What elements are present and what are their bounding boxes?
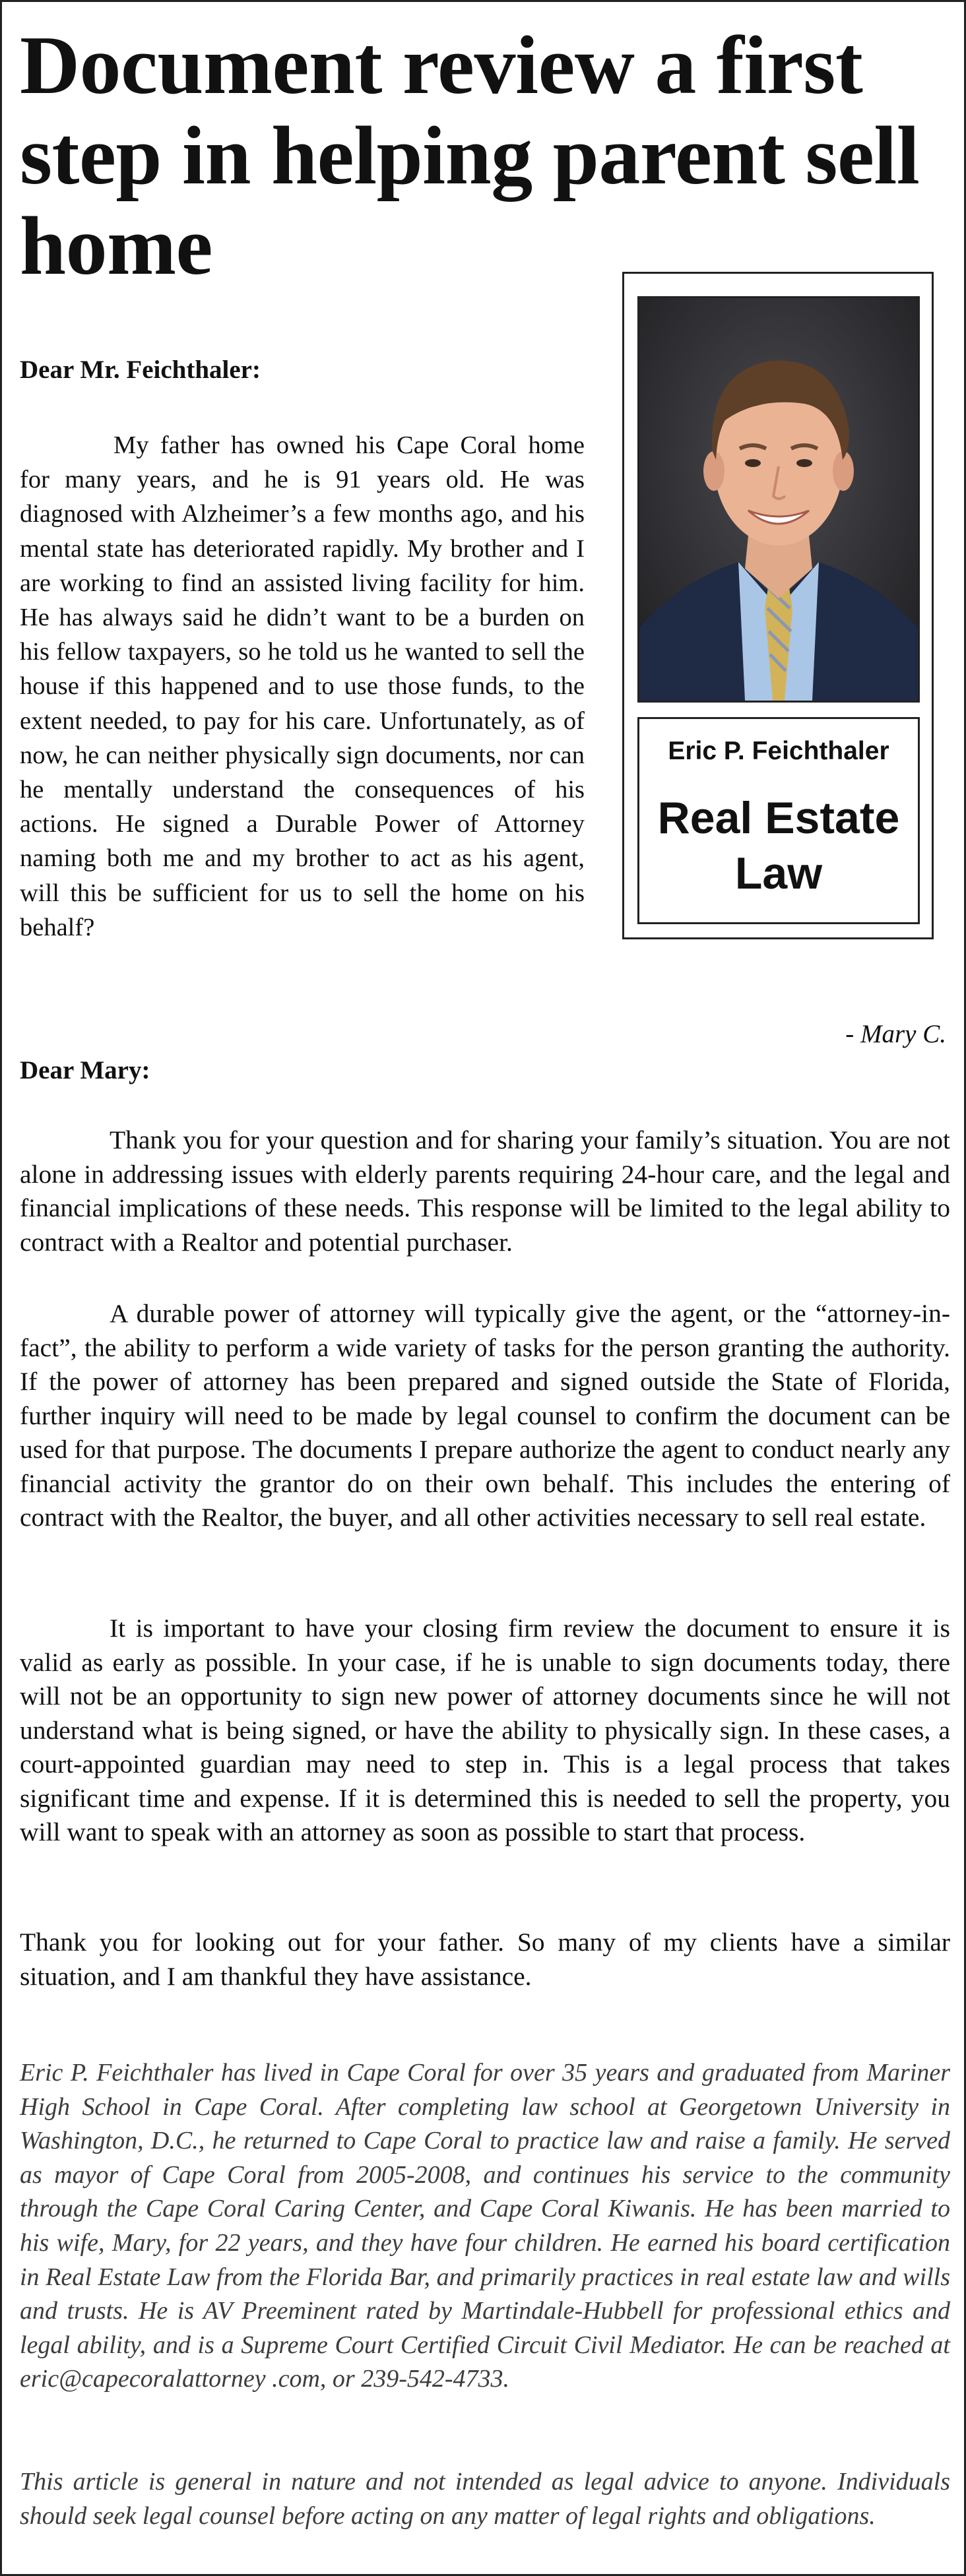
reply-paragraph-1: Thank you for your question and for sharing your family’s situation. You are not alone in addressing issues with elderly parents requiring 24-hour care, and the legal and financial implications of these needs. This response will be limited to the legal ability to contract with a Realtor and potential purchaser. <box>20 1125 950 1257</box>
author-profile-box <box>622 272 934 939</box>
portrait-image <box>639 298 918 701</box>
letter-signoff: - Mary C. <box>845 1020 946 1048</box>
author-photo <box>637 296 920 703</box>
letter-greeting: Dear Mr. Feichthaler: <box>20 356 261 384</box>
practice-area-line-2: Law <box>734 848 823 898</box>
legal-disclaimer: This article is general in nature and not intended as legal advice to anyone. Individuals should seek legal counsel before acting on any matter of legal rights and obligations. <box>20 2468 950 2530</box>
author-bio: Eric P. Feichthaler has lived in Cape Coral for over 35 years and graduated from Mariner High School in Cape Coral. After completing law school at Georgetown University in Washington, D.C., he returned to Cape Coral to practice law and raise a family. He served as mayor of Cape Coral from 2005-2008, and continues his service to the community through the Cape Coral Caring Center, and Cape Coral Kiwanis. He has been married to his wife, Mary, for 22 years, and they have four children. He earned his board certification in Real Estate Law from the Florida Bar, and primarily practices in real estate law and wills and trusts. He is AV Preeminent rated by Martindale-Hubbell for professional ethics and legal ability, and is a Supreme Court Certified Circuit Civil Mediator. He can be reached at eric@capecoralattorney .com, or 239-542-4733. <box>20 2059 950 2393</box>
practice-area-line-1: Real Estate <box>657 793 900 843</box>
author-caption <box>637 717 920 924</box>
practice-area <box>639 790 918 901</box>
reply-paragraph-3: It is important to have your closing firm review the document to ensure it is valid as early as possible. In your case, if he is unable to sign documents today, there will not be an opportunity to sign new power of attorney documents since he will not understand what is being signed, or have the ability to physically sign. In these cases, a court-appointed guardian may need to step in. This is a legal process that takes significant time and expense. If it is determined this is needed to sell the property, you will want to speak with an attorney as soon as possible to start that process. <box>20 1614 950 1846</box>
reader-letter: My father has owned his Cape Coral home for many years, and he is 91 years old. He was diagnosed with Alzheimer’s a few months ago, and his mental state has deteriorated rapidly. My brother and I are working to find an assisted living facility for him. He has always said he didn’t want to be a burden on his fellow taxpayers, so he told us he wanted to sell the house if this happened and to use those funds, to the extent needed, to pay for his care. Unfortunately, as of now, he can neither physically sign documents, nor can he mentally understand the consequences of his actions. He signed a Durable Power of Attorney naming both me and my brother to act as his agent, will this be sufficient for us to sell the home on his behalf? <box>20 431 585 941</box>
author-name: Eric P. Feichthaler <box>668 737 889 765</box>
reply-paragraph-2: A durable power of attorney will typically give the agent, or the “attorney-in-fact”, the ability to perform a wide variety of tasks for the person granting the authority. If the power of attorney has been prepared and signed outside the State of Florida, further inquiry will need to be made by legal counsel to confirm the document can be used for that purpose. The documents I prepare authorize the agent to conduct nearly any financial activity the grantor do on their own behalf. This includes the entering of contract with the Realtor, the buyer, and all other activities necessary to sell real estate. <box>20 1299 950 1532</box>
reply-paragraph-4: Thank you for looking out for your father. So many of my clients have a similar situation, and I am thankful they have assistance. <box>20 1928 950 1991</box>
reply-greeting: Dear Mary: <box>20 1056 150 1084</box>
headline: Document review a first step in helping parent sell home <box>20 20 920 292</box>
